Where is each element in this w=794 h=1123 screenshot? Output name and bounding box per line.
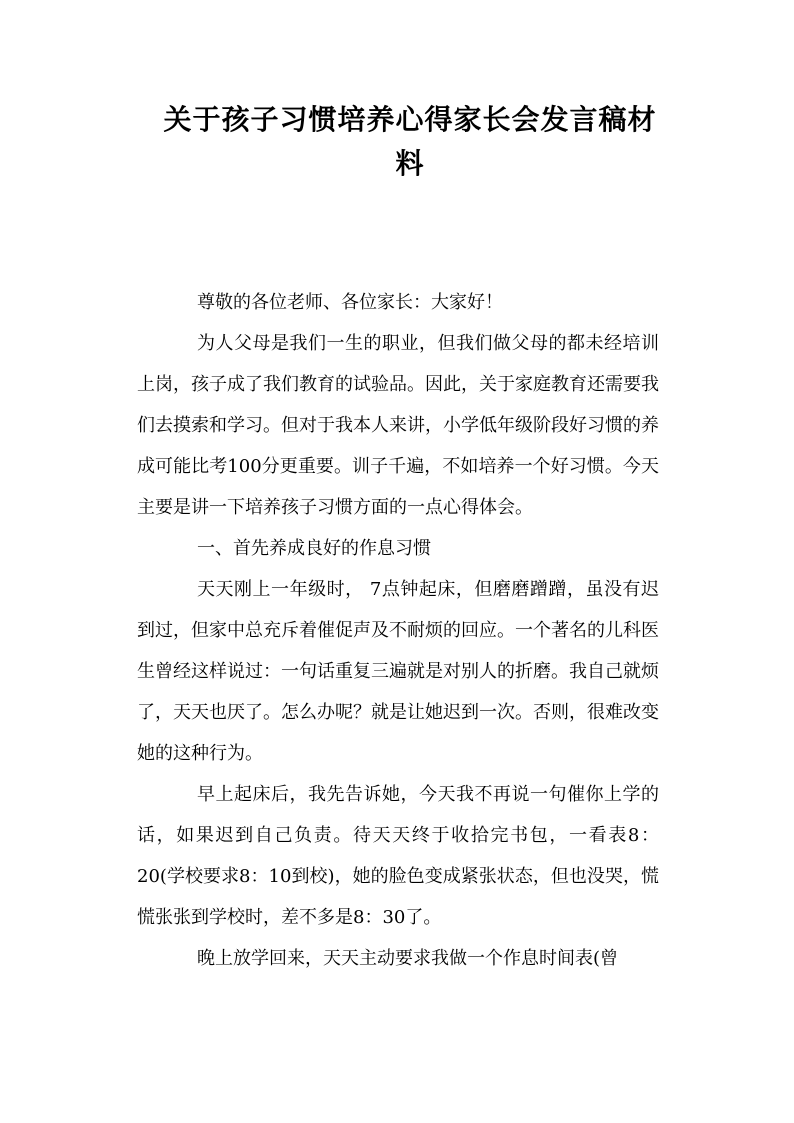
section-heading: 一、首先养成良好的作息习惯 [197, 538, 431, 559]
document-body [137, 282, 659, 979]
body-paragraph: 天天刚上一年级时， 7点钟起床，但磨磨蹭蹭，虽没有迟到过，但家中总充斥着催促声及不耐烦的回应。一个著名的儿科医生曾经这样说过：一句话重复三遍就是对别人的折磨。我自己就烦了，天天也厌了。怎么办呢？就是让她迟到一次。否则，很难改变她的这种行为。 [137, 579, 659, 764]
body-paragraph: 早上起床后，我先告诉她，今天我不再说一句催你上学的话，如果迟到自己负责。待天天终于收拾完书包，一看表8：20(学校要求8：10到校)，她的脸色变成紧张状态，但也没哭，慌慌张张到学校时，差不多是8：30了。 [137, 784, 659, 928]
intro-paragraph: 为人父母是我们一生的职业，但我们做父母的都未经培训上岗，孩子成了我们教育的试验品。因此，关于家庭教育还需要我们去摸索和学习。但对于我本人来讲，小学低年级阶段好习惯的养成可能比考100分更重要。训子千遍，不如培养一个好习惯。今天主要是讲一下培养孩子习惯方面的一点心得体会。 [137, 333, 659, 518]
document-title: 关于孩子习惯培养心得家长会发言稿材料 [163, 103, 657, 180]
body-paragraph: 晚上放学回来，天天主动要求我做一个作息时间表(曾 [197, 948, 619, 969]
greeting-paragraph: 尊敬的各位老师、各位家长：大家好！ [197, 292, 503, 313]
